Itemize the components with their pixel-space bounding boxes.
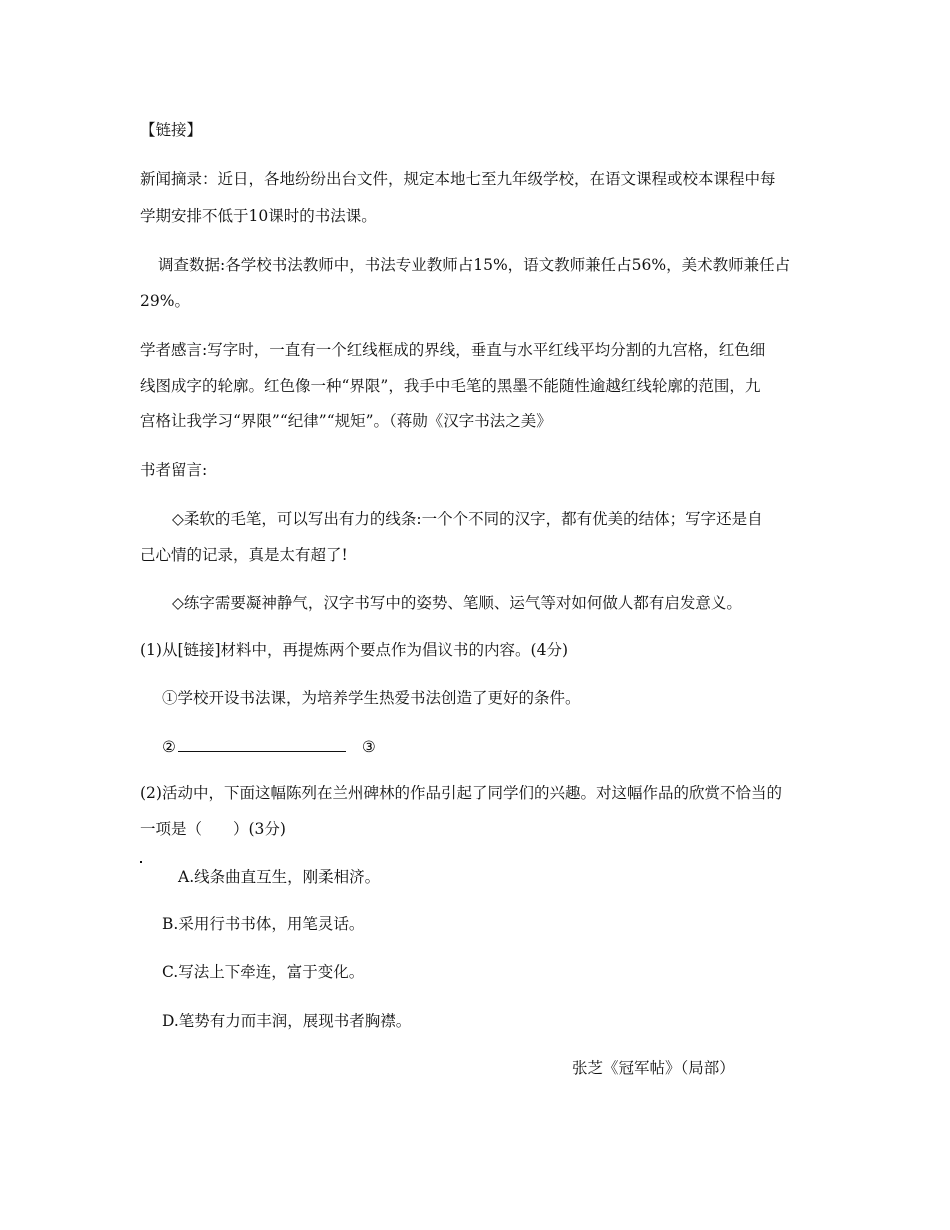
stray-dot-mark [140, 861, 142, 863]
writer-message-2: ◇练字需要凝神静气，汉字书写中的姿势、笔顺、运气等对如何做人都有启发意义。 [172, 594, 742, 612]
question-1-answer-blanks [162, 735, 376, 757]
scholar-quote-line-1: 学者感言:写字时，一直有一个红线框成的界线，垂直与水平红线平均分割的九宫格，红色细 [140, 341, 766, 359]
writer-message-1-line-2: 己心情的记录，真是太有超了! [140, 546, 348, 564]
writer-message-label: 书者留言: [140, 461, 208, 479]
answer-3-marker: ③ [361, 738, 376, 756]
question-1: (1)从[链接]材料中，再提炼两个要点作为倡议书的内容。(4分) [140, 641, 569, 659]
option-b: B.采用行书书体，用笔灵话。 [162, 915, 365, 933]
survey-data-line-2: 29%。 [140, 292, 190, 310]
answer-2-marker: ② [162, 738, 176, 756]
option-a: A.线条曲直互生，刚柔相济。 [178, 868, 381, 886]
survey-data-line-1: 调查数据:各学校书法教师中，书法专业教师占15%，语文教师兼任占56%，美术教师兼任占 [158, 256, 791, 274]
link-heading: 【链接】 [140, 121, 203, 139]
news-excerpt-line-2: 学期安排不低于10课时的书法课。 [140, 207, 377, 225]
news-excerpt-line-1: 新闻摘录：近日，各地纷纷出台文件，规定本地七至九年级学校，在语文课程或校本课程中每 [140, 170, 776, 188]
option-d: D.笔势有力而丰润，展现书者胸襟。 [162, 1012, 412, 1030]
writer-message-1-line-1: ◇柔软的毛笔，可以写出有力的线条:一个个不同的汉字，都有优美的结体；写字还是自 [172, 510, 763, 528]
question-1-answer-1: ①学校开设书法课，为培养学生热爱书法创造了更好的条件。 [162, 689, 581, 707]
artwork-caption: 张芝《冠军帖》（局部） [572, 1059, 735, 1077]
scholar-quote-line-3: 宫格让我学习“界限”“纪律”“规矩”。（蒋勋《汉字书法之美》 [140, 412, 552, 430]
question-2-line-1: (2)活动中，下面这幅陈列在兰州碑林的作品引起了同学们的兴趣。对这幅作品的欣赏不恰当的 [140, 784, 782, 802]
answer-2-blank[interactable] [178, 735, 346, 752]
question-2-line-2: 一项是（ ）(3分) [140, 820, 286, 838]
scholar-quote-line-2: 线图成字的轮廓。红色像一种“界限”，我手中毛笔的黑墨不能随性逾越红线轮廓的范围，九 [140, 377, 761, 395]
option-c: C.写法上下牵连，富于变化。 [162, 963, 365, 981]
